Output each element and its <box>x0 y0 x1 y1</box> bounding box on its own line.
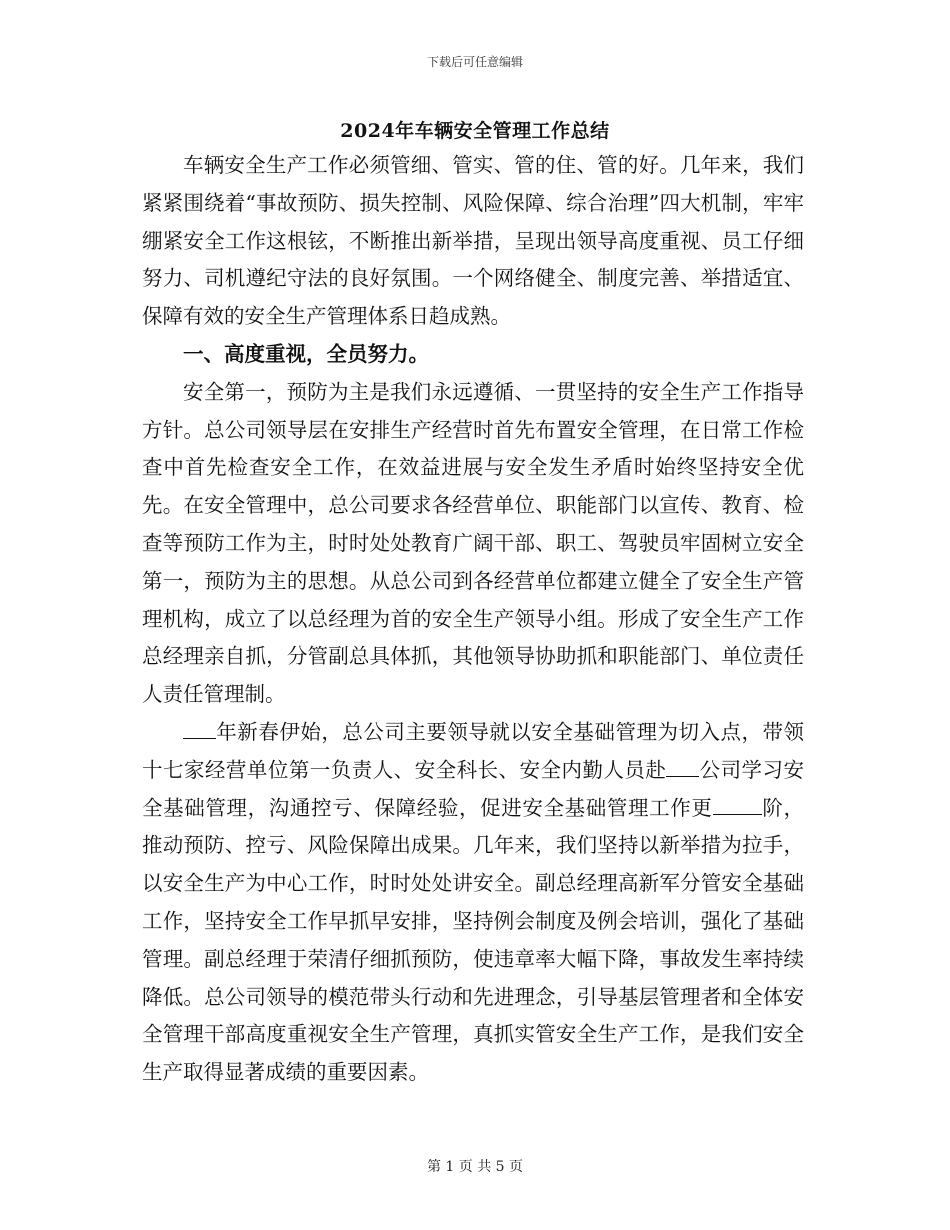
paragraph-guideline: 安全第一，预防为主是我们永远遵循、一贯坚持的安全生产工作指导方针。总公司领导层在安排生产经营时首先布置安全管理，在日常工作检查中首先检查安全工作，在效益进展与安全发生矛盾时始终坚持安全优先。在安全管理中，总公司要求各经营单位、职能部门以宣传、教育、检查等预防工作为主，时时处处教育广阔干部、职工、驾驶员牢固树立安全第一，预防为主的思想。从总公司到各经营单位都建立健全了安全生产管理机构，成立了以总经理为首的安全生产领导小组。形成了安全生产工作总经理亲自抓，分管副总具体抓，其他领导协助抓和职能部门、单位责任人责任管理制。 <box>142 379 804 707</box>
document-body <box>142 147 804 1092</box>
blank-underline <box>666 754 699 777</box>
document-title: 2024年车辆安全管理工作总结 <box>340 120 610 142</box>
page-footer: 第 1 页 共 5 页 <box>426 1159 524 1175</box>
paragraph-intro: 车辆安全生产工作必须管细、管实、管的住、管的好。几年来，我们紧紧围绕着“事故预防、损失控制、风险保障、综合治理”四大机制，牢牢绷紧安全工作这根铉，不断推出新举措，呈现出领导高度重视、员工仔细努力、司机遵纪守法的良好氛围。一个网络健全、制度完善、举措适宜、保障有效的安全生产管理体系日趋成熟。 <box>142 153 804 329</box>
paragraph-spring-initiative <box>142 714 804 1092</box>
header-note: 下载后可任意编辑 <box>426 55 523 69</box>
paragraph-text-part: 阶，推动预防、控亏、风险保障出成果。几年来，我们坚持以新举措为拉手，以安全生产为中心工作，时时处处讲安全。副总经理高新军分管安全基础工作，坚持安全工作早抓早安排，坚持例会制度及例会培训，强化了基础管理。副总经理于荣清仔细抓预防，使违章率大幅下降，事故发生率持续降低。总公司领导的模范带头行动和先进理念，引导基层管理者和全体安全管理干部高度重视安全生产管理，真抓实管安全生产工作，是我们安全生产取得显著成绩的重要因素。 <box>142 795 805 1085</box>
section-heading: 一、高度重视，全员努力。 <box>183 341 429 366</box>
blank-underline <box>183 716 216 739</box>
paragraph-text-part: 年新春伊始，总公司主要领导就以安全基础管理为切入点，带领十七家经营单位第一负责人、安全科长、安全内勤人员赴 <box>142 719 804 782</box>
paragraph-text-part: 公司学习安全基础管理，沟通控亏、保障经验，促进安全基础管理工作更 <box>142 757 805 820</box>
blank-underline <box>713 792 762 815</box>
